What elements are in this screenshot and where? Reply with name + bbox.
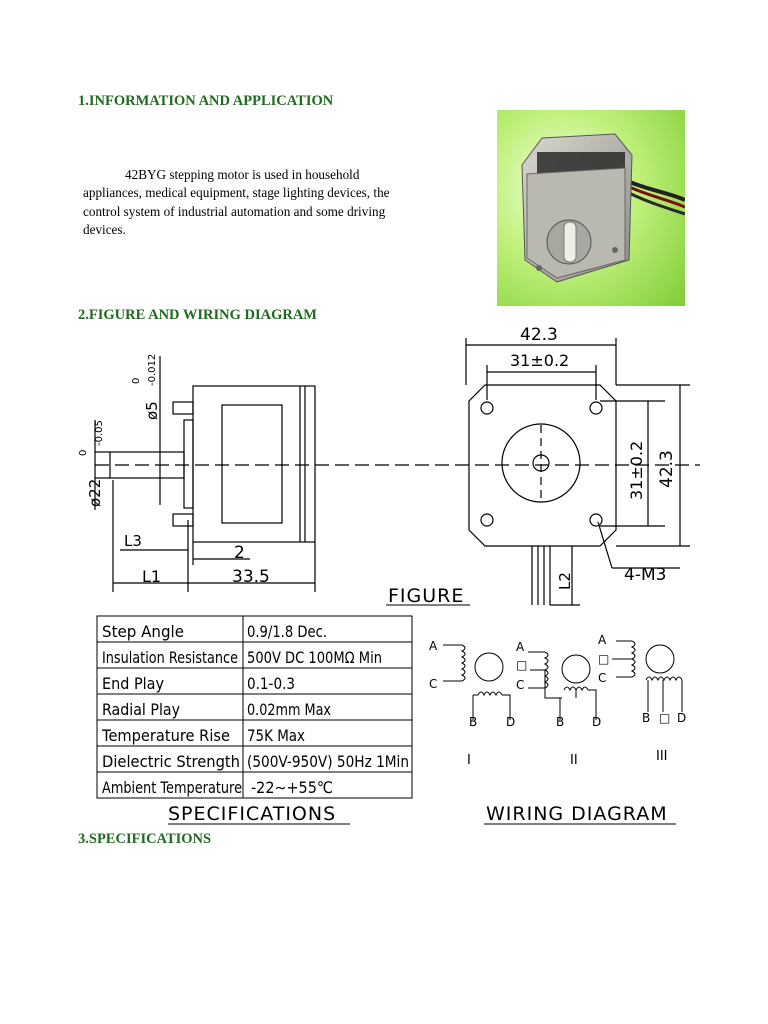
specifications-caption: SPECIFICATIONS <box>168 803 337 825</box>
spec-value-radial-play: 0.02mm Max <box>247 700 331 719</box>
section-heading-info: 1.INFORMATION AND APPLICATION <box>78 93 334 109</box>
spec-label-insulation: Insulation Resistance <box>102 648 238 667</box>
spec-value-step-angle: 0.9/1.8 Dec. <box>247 622 327 641</box>
wiring-iii-label-o: □ <box>598 652 610 666</box>
spec-label-ambient: Ambient Temperature <box>102 778 242 797</box>
wiring-caption: WIRING DIAGRAM <box>486 803 668 825</box>
spec-label-end-play: End Play <box>102 674 164 693</box>
wiring-i-label-b: B <box>469 715 478 729</box>
wiring-ii-label-a: A <box>516 640 525 654</box>
dim-boss-tol-upper: 0 <box>78 449 89 456</box>
dim-boss-tol-lower: -0.05 <box>94 420 105 446</box>
wiring-iii-label-c: C <box>598 671 607 685</box>
wiring-iii-label-ob: □ <box>659 711 671 725</box>
dim-shaft-tol-upper: 0 <box>131 377 142 384</box>
dim-flange: 2 <box>234 543 245 563</box>
section-heading-specifications: 3.SPECIFICATIONS <box>78 831 212 847</box>
spec-label-radial-play: Radial Play <box>102 700 180 719</box>
spec-label-step-angle: Step Angle <box>102 622 184 641</box>
wiring-ii-label-c: C <box>516 678 525 692</box>
figure-caption: FIGURE <box>388 585 465 607</box>
wiring-numeral-iii: III <box>656 749 668 764</box>
spec-value-end-play: 0.1-0.3 <box>247 674 295 693</box>
specifications-table <box>0 610 430 830</box>
wiring-numeral-i: I <box>467 753 471 768</box>
spec-value-insulation: 500V DC 100MΩ Min <box>247 648 382 667</box>
spec-value-dielectric: (500V-950V) 50Hz 1Min <box>247 752 409 771</box>
intro-text: 42BYG stepping motor is used in household appliances, medical equipment, stage lighting devices, the control system of industrial automation and some driving devices. <box>83 167 390 237</box>
dim-width-holes: 31±0.2 <box>510 351 570 370</box>
wiring-ii-label-o: □ <box>516 658 528 672</box>
wiring-ii-label-b: B <box>556 715 565 729</box>
dim-height-overall: 42.3 <box>657 450 677 488</box>
section-heading-figure: 2.FIGURE AND WIRING DIAGRAM <box>78 307 317 323</box>
wiring-diagram <box>420 625 700 830</box>
wiring-ii-label-d: D <box>592 715 602 729</box>
stepper-motor-photo <box>497 110 685 306</box>
dim-l1: L1 <box>142 567 162 586</box>
motor-dimension-drawing <box>0 320 768 610</box>
spec-label-dielectric: Dielectric Strength <box>102 752 240 771</box>
wiring-iii-label-d: D <box>677 711 687 725</box>
dim-l3: L3 <box>124 532 142 550</box>
dim-shaft-tol-lower: -0.012 <box>147 353 158 386</box>
wiring-iii-label-b: B <box>642 711 651 725</box>
wiring-i-label-a: A <box>429 639 438 653</box>
wiring-i-label-c: C <box>429 677 438 691</box>
spec-label-temperature-rise: Temperature Rise <box>101 726 230 745</box>
spec-value-ambient: -22∼+55℃ <box>251 778 334 797</box>
dim-l2: L2 <box>556 572 574 590</box>
dim-shaft-dia: ø5 <box>143 401 161 420</box>
spec-value-temperature-rise: 75K Max <box>247 726 305 745</box>
wiring-numeral-ii: II <box>570 753 578 768</box>
dim-height-holes: 31±0.2 <box>627 440 646 500</box>
wiring-i-label-d: D <box>506 715 516 729</box>
dim-screws: 4-M3 <box>624 565 667 585</box>
dim-body-length: 33.5 <box>232 567 270 587</box>
dim-width-overall: 42.3 <box>520 325 558 345</box>
intro-paragraph <box>83 166 393 239</box>
wiring-iii-label-a: A <box>598 633 607 647</box>
dim-boss-dia: ø22 <box>86 478 104 507</box>
